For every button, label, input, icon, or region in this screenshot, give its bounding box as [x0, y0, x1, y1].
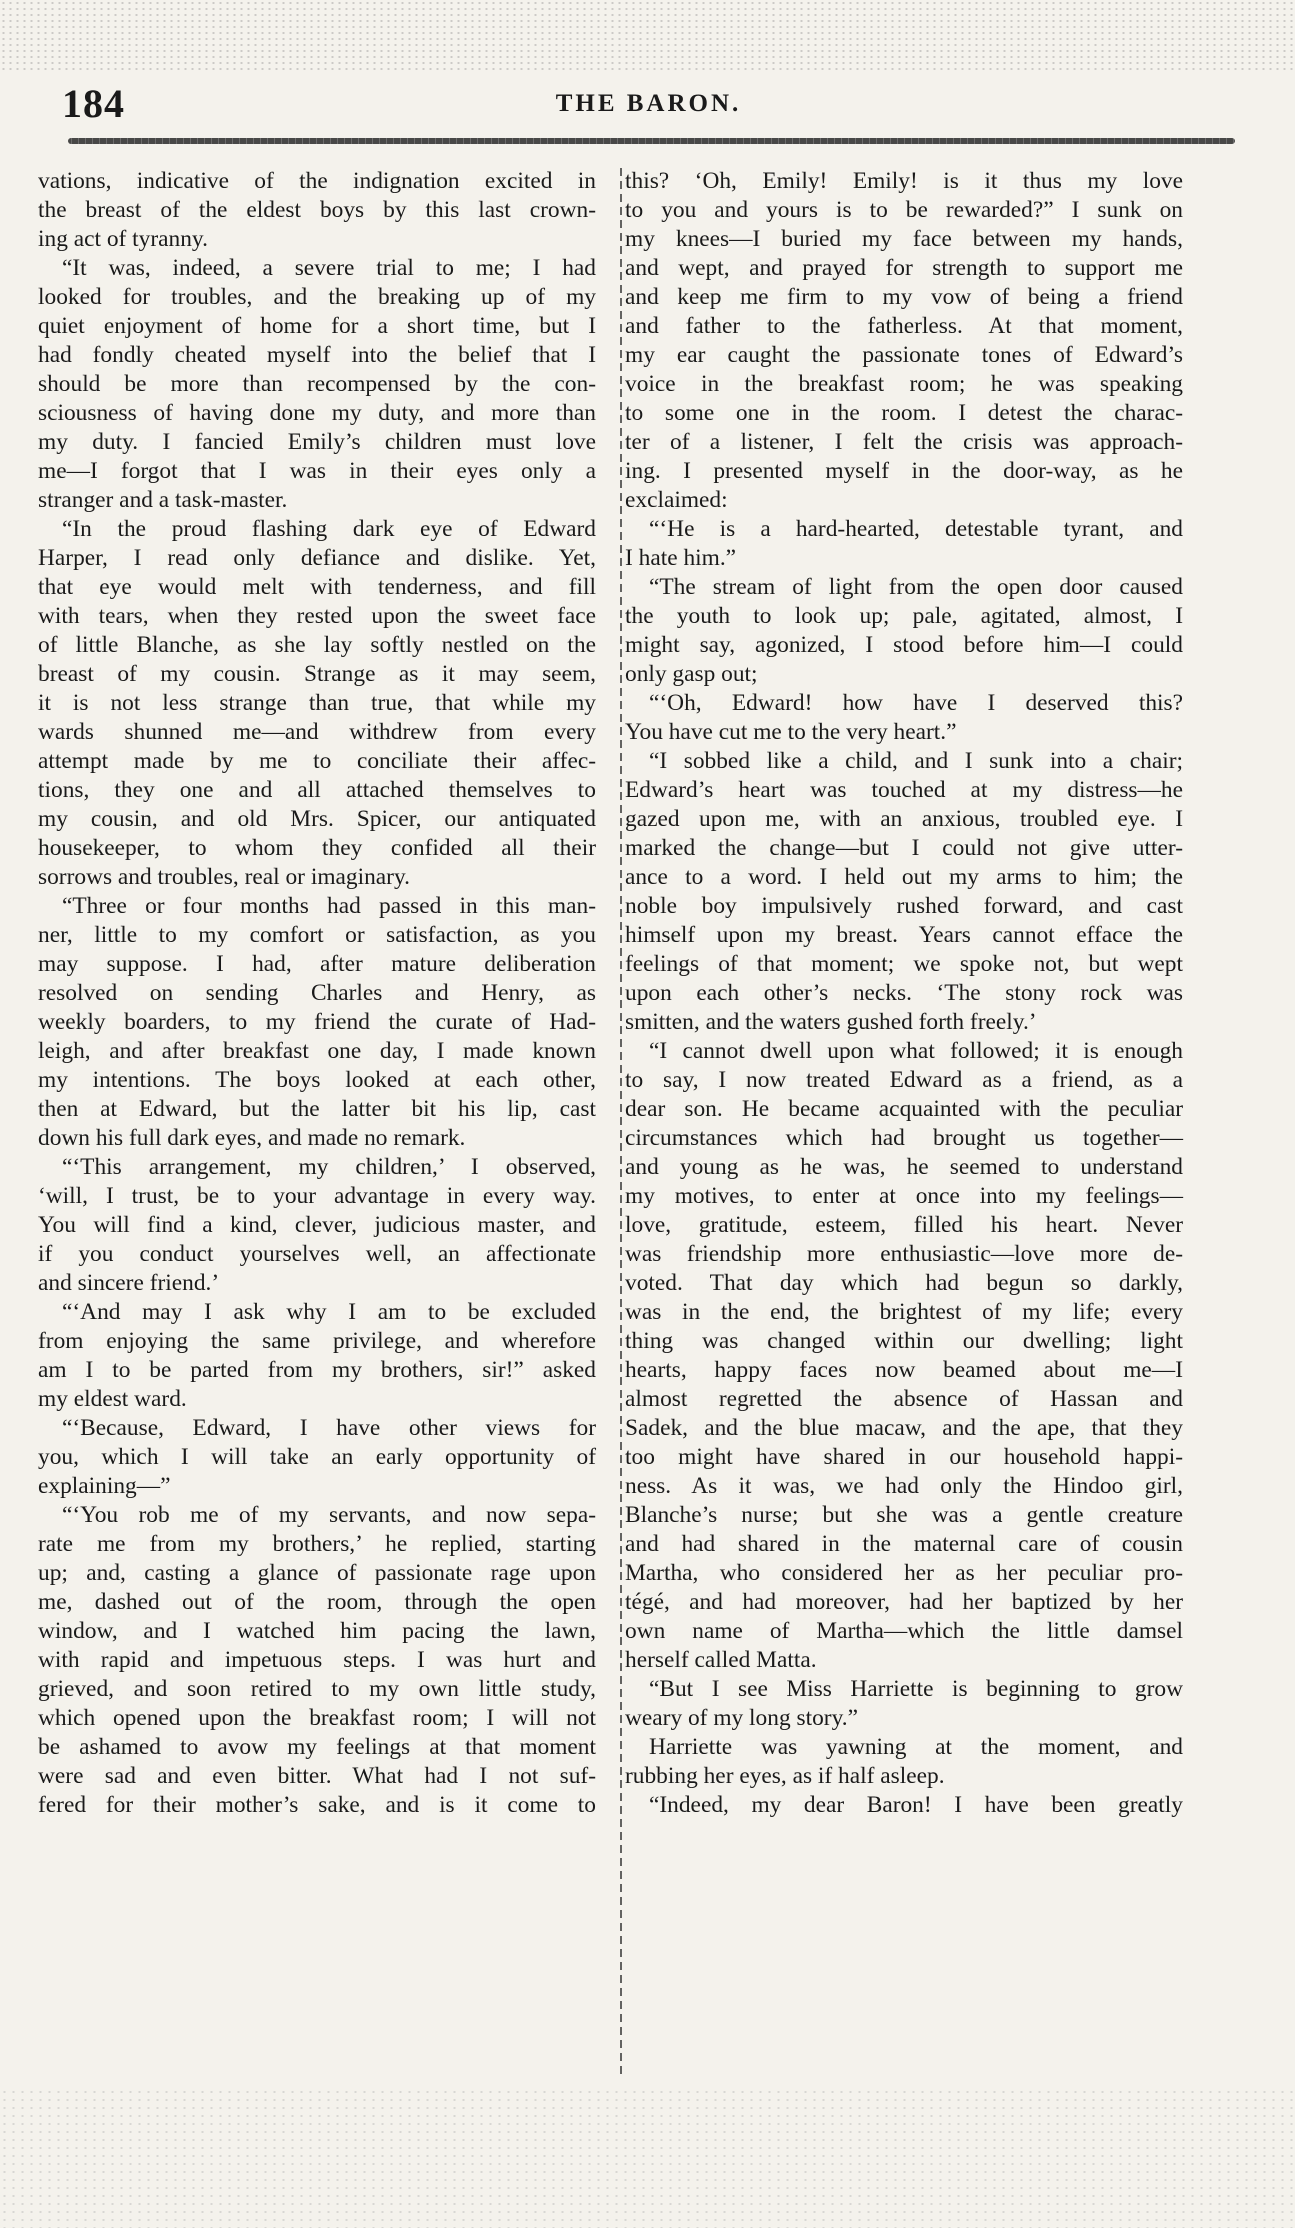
- text-line: smitten, and the waters gushed forth freely.’: [625, 1009, 1037, 1035]
- text-line: own name of Martha—which the little damsel: [625, 1618, 1183, 1644]
- text-line: “I sobbed like a child, and I sunk into a chair;: [649, 748, 1183, 774]
- text-line: dear son. He became acquainted with the peculiar: [625, 1096, 1183, 1122]
- text-line: the youth to look up; pale, agitated, almost, I: [625, 603, 1183, 629]
- text-line: the breast of the eldest boys by this last crown-: [38, 197, 596, 223]
- text-line: only gasp out;: [625, 661, 758, 687]
- text-line: to say, I now treated Edward as a friend, as a: [625, 1067, 1183, 1093]
- text-line: may suppose. I had, after mature deliberation: [38, 951, 596, 977]
- text-line: wards shunned me—and withdrew from every: [38, 719, 596, 745]
- text-line: my motives, to enter at once into my feelings—: [625, 1183, 1183, 1209]
- text-line: was friendship more enthusiastic—love more de-: [625, 1241, 1183, 1267]
- text-line: resolved on sending Charles and Henry, as: [38, 980, 596, 1006]
- text-line: “‘He is a hard-hearted, detestable tyrant, and: [649, 516, 1183, 542]
- text-line: and keep me firm to my vow of being a friend: [625, 284, 1183, 310]
- text-line: with rapid and impetuous steps. I was hurt and: [38, 1647, 596, 1673]
- text-line: me, dashed out of the room, through the open: [38, 1589, 596, 1615]
- text-line: and had shared in the maternal care of cousin: [625, 1531, 1183, 1557]
- text-line: from enjoying the same privilege, and wherefore: [38, 1328, 596, 1354]
- print-speckle-top: [0, 0, 1295, 70]
- text-line: then at Edward, but the latter bit his lip, cast: [38, 1096, 596, 1122]
- header-rule: [68, 138, 1235, 144]
- text-line: “But I see Miss Harriette is beginning to grow: [649, 1676, 1183, 1702]
- text-line: and wept, and prayed for strength to support me: [625, 255, 1183, 281]
- text-line: Blanche’s nurse; but she was a gentle creature: [625, 1502, 1183, 1528]
- text-line: ter of a listener, I felt the crisis was approach-: [625, 429, 1183, 455]
- text-line: You have cut me to the very heart.”: [625, 719, 957, 745]
- text-line: my duty. I fancied Emily’s children must love: [38, 429, 596, 455]
- text-line: ‘will, I trust, be to your advantage in every way.: [38, 1183, 596, 1209]
- text-line: my eldest ward.: [38, 1386, 187, 1412]
- text-line: “In the proud flashing dark eye of Edward: [62, 516, 596, 542]
- text-line: down his full dark eyes, and made no remark.: [38, 1125, 466, 1151]
- text-line: my knees—I buried my face between my hands,: [625, 226, 1183, 252]
- text-line: weary of my long story.”: [625, 1705, 858, 1731]
- text-line: vations, indicative of the indignation excited in: [38, 168, 596, 194]
- print-speckle-bottom: [0, 2088, 1295, 2228]
- text-line: leigh, and after breakfast one day, I made known: [38, 1038, 596, 1064]
- text-line: were sad and even bitter. What had I not suf-: [38, 1763, 596, 1789]
- text-line: am I to be parted from my brothers, sir!” asked: [38, 1357, 596, 1383]
- text-line: himself upon my breast. Years cannot efface the: [625, 922, 1183, 948]
- text-line: herself called Matta.: [625, 1647, 817, 1673]
- text-line: ing. I presented myself in the door-way, as he: [625, 458, 1183, 484]
- text-line: might say, agonized, I stood before him—I could: [625, 632, 1183, 658]
- text-line: “The stream of light from the open door caused: [649, 574, 1183, 600]
- text-line: sciousness of having done my duty, and more than: [38, 400, 596, 426]
- text-line: it is not less strange than true, that while my: [38, 690, 596, 716]
- text-line: tégé, and had moreover, had her baptized by her: [625, 1589, 1183, 1615]
- text-line: hearts, happy faces now beamed about me—I: [625, 1357, 1183, 1383]
- text-line: thing was changed within our dwelling; light: [625, 1328, 1183, 1354]
- text-line: Harper, I read only defiance and dislike. Yet,: [38, 545, 596, 571]
- text-line: of little Blanche, as she lay softly nestled on the: [38, 632, 596, 658]
- text-line: rate me from my brothers,’ he replied, starting: [38, 1531, 596, 1557]
- text-line: ner, little to my comfort or satisfaction, as you: [38, 922, 596, 948]
- text-line: ness. As it was, we had only the Hindoo girl,: [625, 1473, 1183, 1499]
- page-header: [62, 80, 1235, 130]
- text-line: marked the change—but I could not give utter-: [625, 835, 1183, 861]
- page-number: 184: [62, 81, 125, 126]
- text-line: and sincere friend.’: [38, 1270, 220, 1296]
- text-line: “It was, indeed, a severe trial to me; I had: [62, 255, 596, 281]
- text-line: stranger and a task-master.: [38, 487, 288, 513]
- running-title: THE BARON.: [555, 90, 742, 117]
- text-line: and young as he was, he seemed to understand: [625, 1154, 1183, 1180]
- text-line: looked for troubles, and the breaking up of my: [38, 284, 596, 310]
- column-divider: [620, 168, 622, 2078]
- text-line: “Indeed, my dear Baron! I have been greatly: [649, 1792, 1183, 1818]
- text-line: Martha, who considered her as her peculiar pro-: [625, 1560, 1183, 1586]
- text-line: should be more than recompensed by the con-: [38, 371, 596, 397]
- text-line: tions, they one and all attached themselves to: [38, 777, 596, 803]
- text-line: this? ‘Oh, Emily! Emily! is it thus my love: [625, 168, 1183, 194]
- text-line: quiet enjoyment of home for a short time, but I: [38, 313, 596, 339]
- right-column: [625, 167, 1183, 1820]
- text-line: I hate him.”: [625, 545, 737, 571]
- text-line: love, gratitude, esteem, filled his heart. Never: [625, 1212, 1183, 1238]
- text-line: attempt made by me to conciliate their affec-: [38, 748, 596, 774]
- text-line: if you conduct yourselves well, an affectionate: [38, 1241, 596, 1267]
- text-line: gazed upon me, with an anxious, troubled eye. I: [625, 806, 1183, 832]
- text-line: with tears, when they rested upon the sweet face: [38, 603, 596, 629]
- text-line: “I cannot dwell upon what followed; it is enough: [649, 1038, 1183, 1064]
- text-line: my ear caught the passionate tones of Edward’s: [625, 342, 1183, 368]
- text-line: too might have shared in our household happi-: [625, 1444, 1183, 1470]
- text-line: rubbing her eyes, as if half asleep.: [625, 1763, 945, 1789]
- text-line: weekly boarders, to my friend the curate of Had-: [38, 1009, 596, 1035]
- text-line: sorrows and troubles, real or imaginary.: [38, 864, 410, 890]
- text-line: Edward’s heart was touched at my distress—he: [625, 777, 1183, 803]
- text-line: fered for their mother’s sake, and is it come to: [38, 1792, 596, 1818]
- text-line: housekeeper, to whom they confided all their: [38, 835, 596, 861]
- text-line: up; and, casting a glance of passionate rage upon: [38, 1560, 596, 1586]
- text-line: and father to the fatherless. At that moment,: [625, 313, 1183, 339]
- text-line: You will find a kind, clever, judicious master, and: [38, 1212, 596, 1238]
- text-line: ing act of tyranny.: [38, 226, 208, 252]
- text-line: that eye would melt with tenderness, and fill: [38, 574, 596, 600]
- text-line: “‘This arrangement, my children,’ I observed,: [62, 1154, 596, 1180]
- text-line: which opened upon the breakfast room; I will not: [38, 1705, 596, 1731]
- text-line: Harriette was yawning at the moment, and: [649, 1734, 1183, 1760]
- text-line: voice in the breakfast room; he was speaking: [625, 371, 1183, 397]
- text-line: “‘And may I ask why I am to be excluded: [62, 1299, 596, 1325]
- text-line: “‘Because, Edward, I have other views for: [62, 1415, 596, 1441]
- text-line: noble boy impulsively rushed forward, and cast: [625, 893, 1183, 919]
- text-line: breast of my cousin. Strange as it may seem,: [38, 661, 596, 687]
- text-line: had fondly cheated myself into the belief that I: [38, 342, 596, 368]
- text-line: explaining—”: [38, 1473, 171, 1499]
- text-line: feelings of that moment; we spoke not, but wept: [625, 951, 1183, 977]
- text-line: my intentions. The boys looked at each other,: [38, 1067, 596, 1093]
- text-line: “Three or four months had passed in this man-: [62, 893, 596, 919]
- text-line: to you and yours is to be rewarded?” I sunk on: [625, 197, 1183, 223]
- text-line: grieved, and soon retired to my own little study,: [38, 1676, 596, 1702]
- text-line: my cousin, and old Mrs. Spicer, our antiquated: [38, 806, 596, 832]
- text-line: me—I forgot that I was in their eyes only a: [38, 458, 596, 484]
- text-line: circumstances which had brought us together—: [625, 1125, 1183, 1151]
- text-line: be ashamed to avow my feelings at that moment: [38, 1734, 596, 1760]
- text-line: exclaimed:: [625, 487, 728, 513]
- text-line: you, which I will take an early opportunity of: [38, 1444, 596, 1470]
- text-line: voted. That day which had begun so darkly,: [625, 1270, 1183, 1296]
- text-line: “‘You rob me of my servants, and now sepa-: [62, 1502, 596, 1528]
- text-line: was in the end, the brightest of my life; every: [625, 1299, 1183, 1325]
- text-line: ance to a word. I held out my arms to him; the: [625, 864, 1183, 890]
- text-line: upon each other’s necks. ‘The stony rock was: [625, 980, 1183, 1006]
- text-line: “‘Oh, Edward! how have I deserved this?: [649, 690, 1183, 716]
- text-line: window, and I watched him pacing the lawn,: [38, 1618, 596, 1644]
- text-line: Sadek, and the blue macaw, and the ape, that they: [625, 1415, 1183, 1441]
- text-line: to some one in the room. I detest the charac-: [625, 400, 1183, 426]
- text-line: almost regretted the absence of Hassan and: [625, 1386, 1183, 1412]
- left-column: [38, 167, 596, 1820]
